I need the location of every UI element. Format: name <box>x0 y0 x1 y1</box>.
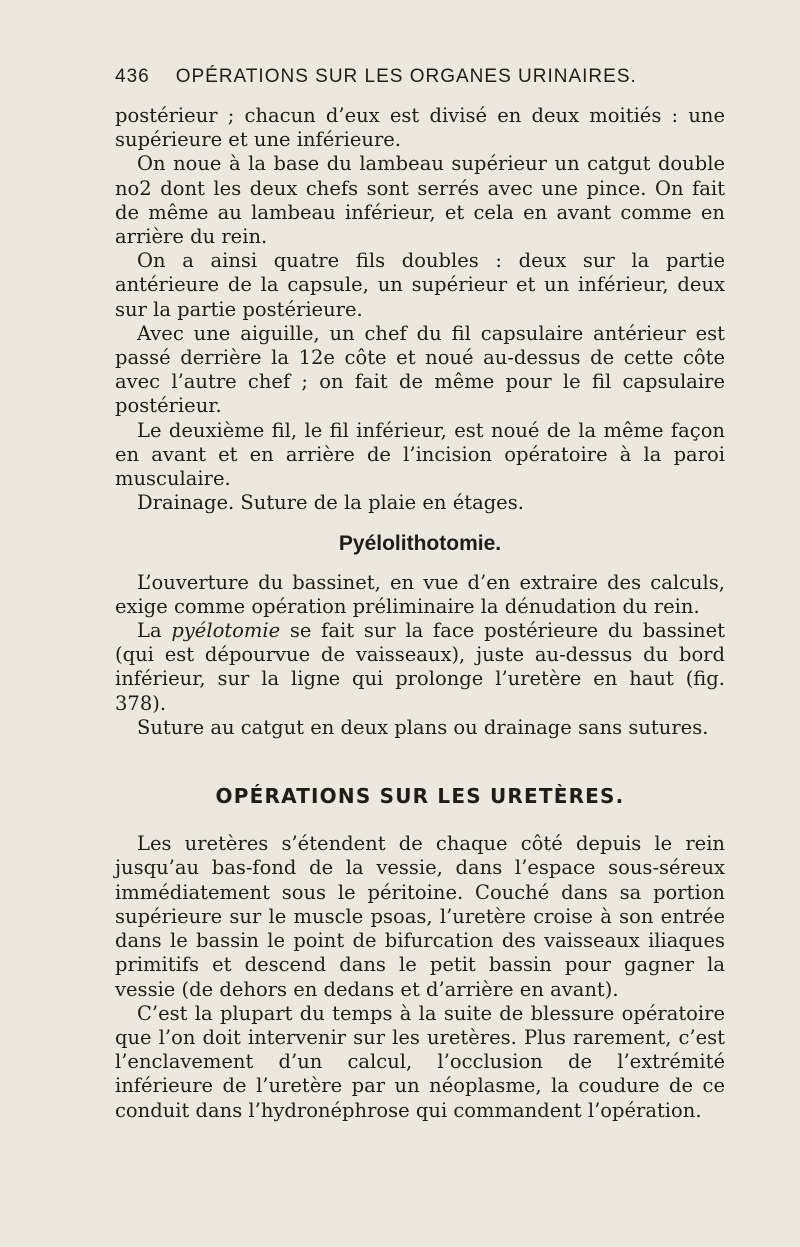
section-heading-ureteres: OPÉRATIONS SUR LES URETÈRES. <box>215 784 625 809</box>
paragraph-lead: La <box>137 619 172 643</box>
running-title: OPÉRATIONS SUR LES ORGANES URINAIRES. <box>175 66 637 87</box>
paragraph: C’est la plupart du temps à la suite de blessure opératoire que l’on doit intervenir sur les uretères. Plus rarement, c’est l’enclavement d’un calcul, l’occlusion de l’extrémité inférieure de l’uretère par un néoplasme, la coudure de ce conduit dans l’hydronéphrose qui commandent l’opération. <box>115 1001 725 1122</box>
paragraph: Avec une aiguille, un chef du fil capsulaire antérieur est passé derrière la 12e côte et noué au-dessus de cette côte avec l’autre chef ; on fait de même pour le fil capsulaire postérieur. <box>115 321 725 418</box>
paragraph: On a ainsi quatre fils doubles : deux sur la partie antérieure de la capsule, un supérieur et un inférieur, deux sur la partie postérieure. <box>115 249 725 321</box>
paragraph: Les uretères s’étendent de chaque côté depuis le rein jusqu’au bas-fond de la vessie, dans l’espace sous-séreux immédiatement sous le péritoine. Couché dans sa portion supérieure sur le muscle psoas, l’uretère croise à son entrée dans le bassin le point de bifurcation des vaisseaux iliaques primitifs et descend dans le petit bassin pour gagner la vessie (de dehors en dedans et d’arrière en avant). <box>115 832 725 1001</box>
paragraph: postérieur ; chacun d’eux est divisé en deux moitiés : une supérieure et une inférieure. <box>115 104 725 152</box>
body-text <box>115 104 725 1123</box>
paragraph: Suture au catgut en deux plans ou drainage sans sutures. <box>137 715 709 739</box>
paragraph: Le deuxième fil, le fil inférieur, est noué de la même façon en avant et en arrière de l’incision opératoire à la paroi musculaire. <box>115 418 725 491</box>
paragraph-rest: se fait sur la face postérieure du bassinet (qui est dépourvue de vaisseaux), juste au-dessus du bord inférieur, sur la ligne qui prolonge l’uretère en haut (fig. 378). <box>115 619 725 715</box>
page-number: 436 <box>115 66 150 87</box>
running-head <box>115 66 725 88</box>
paragraph: L’ouverture du bassinet, en vue d’en extraire des calculs, exige comme opération préliminaire la dénudation du rein. <box>115 570 725 618</box>
italic-term: pyélotomie <box>171 619 281 643</box>
paragraph: Drainage. Suture de la plaie en étages. <box>137 491 524 515</box>
paragraph: On noue à la base du lambeau supérieur un catgut double no2 dont les deux chefs sont serrés avec une pince. On fait de même au lambeau inférieur, et cela en avant comme en arrière du rein. <box>115 152 725 249</box>
paragraph <box>115 619 725 716</box>
subheading-pyelolithotomie: Pyélolithotomie. <box>338 532 502 556</box>
